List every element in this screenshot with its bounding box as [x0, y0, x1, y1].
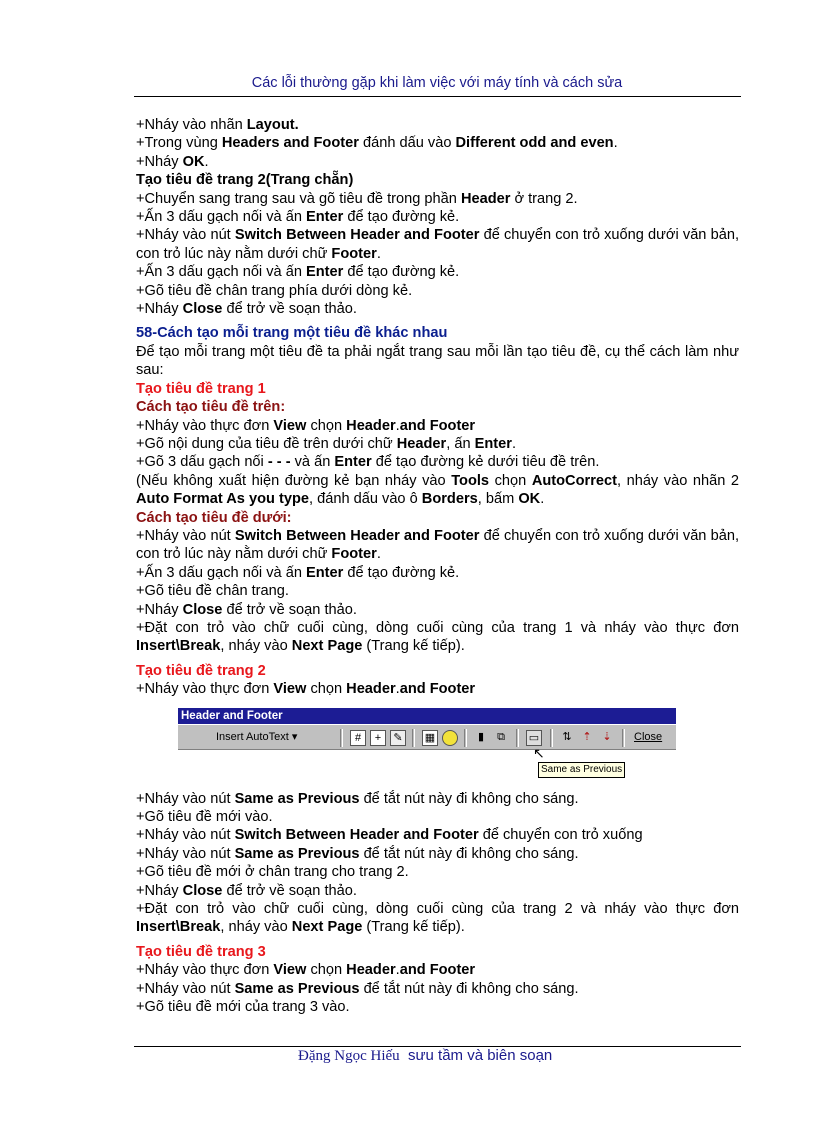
time-icon[interactable] — [442, 730, 458, 746]
subheading: Cách tạo tiêu đề dưới: — [136, 509, 292, 526]
separator — [516, 729, 519, 747]
toolbar-close-button[interactable]: Close — [634, 730, 663, 743]
text-line: +Gõ tiêu đề chân trang. — [136, 583, 289, 600]
text-line: +Nháy vào nút Switch Between Header and Footer để chuyển con trỏ xuống dưới văn bản, con trỏ lúc này nằm dưới chữ Footer. — [136, 527, 739, 563]
text-line: +Đặt con trỏ vào chữ cuối cùng, dòng cuối cùng của trang 1 và nháy vào thực đơn Insert\Break, nháy vào Next Page (Trang kế tiếp). — [136, 619, 739, 655]
page-header: Các lỗi thường gặp khi làm việc với máy tính và cách sửa — [251, 75, 623, 91]
page-count-icon[interactable]: + — [370, 730, 386, 746]
section-title-58: 58-Cách tạo mỗi trang một tiêu đề khác nhau — [136, 325, 448, 342]
text-line: Để tạo mỗi trang một tiêu đề ta phải ngắt trang sau mỗi lần tạo tiêu đề, cụ thể cách làm như sau: — [136, 343, 739, 379]
toolbar-bar — [178, 724, 676, 750]
text-line: +Ấn 3 dấu gạch nối và ấn Enter để tạo đường kẻ. — [136, 264, 460, 281]
text-line: +Nháy Close để trở về soạn thảo. — [136, 882, 357, 899]
text-line: +Nháy vào thực đơn View chọn Header.and Footer — [136, 417, 476, 434]
separator — [622, 729, 625, 747]
text-line: +Gõ tiêu đề mới của trang 3 vào. — [136, 999, 350, 1016]
format-page-number-icon[interactable]: ✎ — [390, 730, 406, 746]
text-line: +Trong vùng Headers and Footer đánh dấu vào Different odd and even. — [136, 135, 618, 152]
switch-header-footer-icon[interactable]: ⇅ — [562, 730, 572, 743]
text-line: +Ấn 3 dấu gạch nối và ấn Enter để tạo đường kẻ. — [136, 564, 460, 581]
section-heading: Tạo tiêu đề trang 2(Trang chẵn) — [136, 172, 354, 189]
text-line: +Nháy vào nút Same as Previous để tắt nút này đi không cho sáng. — [136, 845, 579, 862]
show-hide-text-icon[interactable]: ⧉ — [497, 730, 505, 743]
header-rule — [134, 96, 741, 97]
page-number-icon[interactable]: # — [350, 730, 366, 746]
red-heading: Tạo tiêu đề trang 2 — [136, 662, 266, 679]
text-line: +Nháy vào nút Same as Previous để tắt nút này đi không cho sáng. — [136, 980, 579, 997]
footer-text: sưu tầm và biên soạn — [407, 1047, 553, 1064]
header-footer-toolbar-screenshot — [178, 708, 676, 783]
text-line: +Chuyển sang trang sau và gõ tiêu đề trong phần Header ở trang 2. — [136, 190, 578, 207]
show-next-icon[interactable]: ⇣ — [602, 730, 612, 743]
document-body — [136, 116, 739, 1016]
red-heading: Tạo tiêu đề trang 3 — [136, 943, 266, 960]
text-line: +Nháy Close để trở về soạn thảo. — [136, 601, 357, 618]
text-line: +Gõ nội dung của tiêu đề trên dưới chữ Header, ấn Enter. — [136, 435, 517, 452]
text-line: +Gõ tiêu đề chân trang phía dưới dòng kẻ. — [136, 282, 413, 299]
same-as-previous-tooltip: Same as Previous — [538, 762, 625, 778]
date-icon[interactable]: ▦ — [422, 730, 438, 746]
text-line: +Nháy vào thực đơn View chọn Header.and Footer — [136, 962, 476, 979]
text-line: +Gõ tiêu đề mới vào. — [136, 809, 273, 825]
separator — [550, 729, 553, 747]
text-line: +Ấn 3 dấu gạch nối và ấn Enter để tạo đường kẻ. — [136, 209, 460, 226]
text-line: +Đặt con trỏ vào chữ cuối cùng, dòng cuối cùng của trang 2 và nháy vào thực đơn Insert\Break, nháy vào Next Page (Trang kế tiếp). — [136, 901, 739, 936]
text-line: (Nếu không xuất hiện đường kẻ bạn nháy vào Tools chọn AutoCorrect, nháy vào nhãn 2 Auto Format As you type, đánh dấu vào ô Borders, bấm OK. — [136, 472, 740, 508]
separator — [340, 729, 343, 747]
text-line: +Nháy vào nút Same as Previous để tắt nút này đi không cho sáng. — [136, 790, 579, 807]
text-line: +Nháy vào nút Switch Between Header and Footer để chuyển con trỏ xuống dưới văn bản, con trỏ lúc này nằm dưới chữ Footer. — [136, 227, 739, 262]
same-as-previous-icon[interactable]: ▭ — [526, 730, 542, 746]
text-line: +Nháy vào thực đơn View chọn Header.and Footer — [136, 681, 476, 698]
show-previous-icon[interactable]: ⇡ — [582, 730, 592, 743]
toolbar-title: Header and Footer — [178, 708, 676, 724]
text-line: +Nháy vào nút Switch Between Header and Footer để chuyển con trỏ xuống — [136, 827, 643, 844]
text-line: +Nháy vào nhãn Layout. — [136, 117, 299, 133]
page-footer — [298, 1047, 552, 1065]
subheading: Cách tạo tiêu đề trên: — [136, 399, 286, 416]
mouse-pointer-icon: ↖ — [533, 744, 545, 761]
red-heading: Tạo tiêu đề trang 1 — [136, 380, 266, 397]
separator — [464, 729, 467, 747]
text-line: +Nháy OK. — [136, 153, 209, 170]
text-line: +Nháy Close để trở về soạn thảo. — [136, 301, 357, 318]
author-name: Đặng Ngọc Hiếu — [298, 1048, 400, 1064]
insert-autotext-button[interactable]: Insert AutoText ▾ — [216, 730, 298, 743]
page-setup-icon[interactable]: ▮ — [477, 730, 485, 743]
text-line: +Gõ 3 dấu gạch nối - - - và ấn Enter để tạo đường kẻ dưới tiêu đề trên. — [136, 454, 600, 471]
separator — [412, 729, 415, 747]
text-line: +Gõ tiêu đề mới ở chân trang cho trang 2. — [136, 864, 409, 881]
